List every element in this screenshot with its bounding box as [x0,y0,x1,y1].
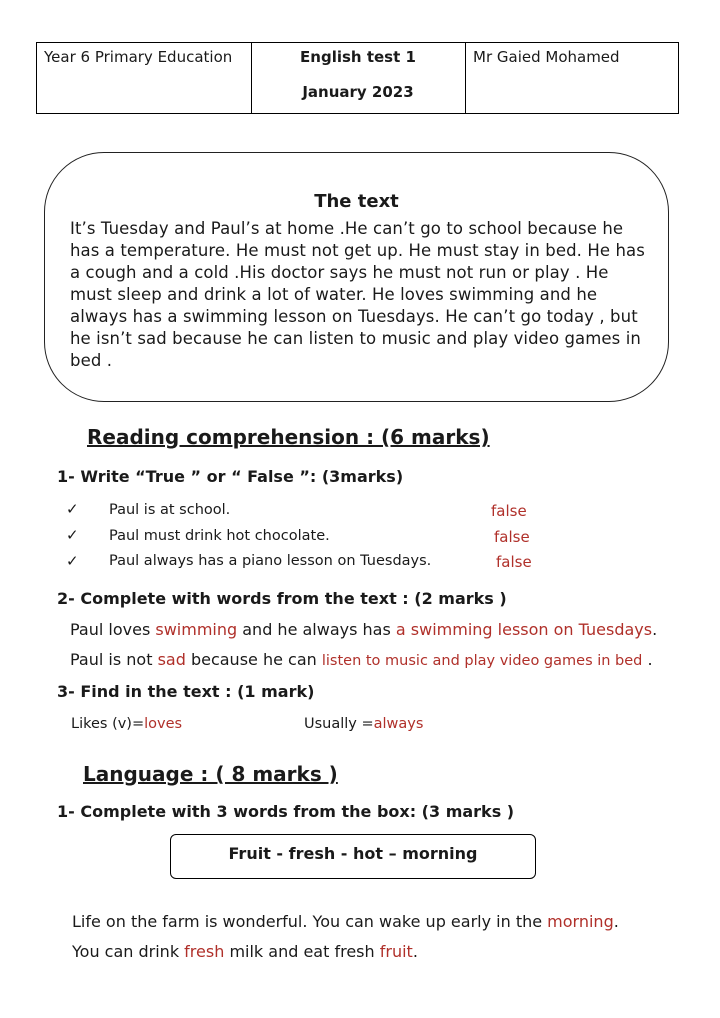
header-cell-level [37,43,252,113]
q1-label: 1- Write “True ” or “ False ”: (3marks) [57,467,404,486]
test-date: January 2023 [302,83,414,101]
header-table [36,42,679,114]
q2-sentence-2: Paul is not sad because he can listen to music and play video games in bed . [70,650,653,669]
q2-answer-3: sad [157,650,186,669]
reading-heading: Reading comprehension : (6 marks) [87,425,490,449]
q1-answer-1: false [491,502,527,520]
language-answer-1: morning [547,912,614,931]
language-line-1: Life on the farm is wonderful. You can wake up early in the morning. [72,912,619,931]
language-q1-label: 1- Complete with 3 words from the box: (3 marks ) [57,802,515,821]
class-level: Year 6 Primary Education [44,48,233,66]
check-icon: ✓ [66,526,79,544]
teacher-name: Mr Gaied Mohamed [473,48,620,66]
q1-answer-3: false [496,553,532,571]
text-title: The text [314,191,399,212]
check-icon: ✓ [66,500,79,518]
q2-answer-1: swimming [155,620,238,639]
check-icon: ✓ [66,552,79,570]
q2-sentence-1: Paul loves swimming and he always has a swimming lesson on Tuesdays. [70,620,658,639]
q1-statement-2: Paul must drink hot chocolate. [109,528,330,544]
q3-answer-2: always [373,716,424,732]
language-line-2: You can drink fresh milk and eat fresh fruit. [72,942,418,961]
language-answer-2: fresh [184,942,225,961]
header-cell-test [251,43,466,113]
language-heading: Language : ( 8 marks ) [83,762,338,786]
q2-answer-2: a swimming lesson on Tuesdays [395,620,653,639]
q2-answer-4: listen to music and play video games in bed [321,653,643,669]
test-title: English test 1 [300,48,416,66]
q3-answer-1: loves [144,716,183,732]
q1-answer-2: false [494,528,530,546]
q1-statement-1: Paul is at school. [109,502,231,518]
word-box: Fruit - fresh - hot – morning [170,834,536,879]
language-answer-3: fruit [379,942,413,961]
header-cell-teacher [465,43,678,113]
q1-statement-3: Paul always has a piano lesson on Tuesdays. [109,553,432,569]
q3-item-2: Usually =always [304,716,424,732]
q3-item-1: Likes (v)=loves [71,716,183,732]
q3-label: 3- Find in the text : (1 mark) [57,682,315,701]
text-body: It’s Tuesday and Paul’s at home .He can’t go to school because he has a temperature. He must not get up. He must stay in bed. He has a cough and a cold .His doctor says he must not run or play . He must sleep and drink a lot of water. He loves swimming and he always has a swimming lesson on Tuesdays. He can’t go today , but he isn’t sad because he can listen to music and play video games in bed . [70,219,645,370]
q2-label: 2- Complete with words from the text : (2 marks ) [57,589,507,608]
